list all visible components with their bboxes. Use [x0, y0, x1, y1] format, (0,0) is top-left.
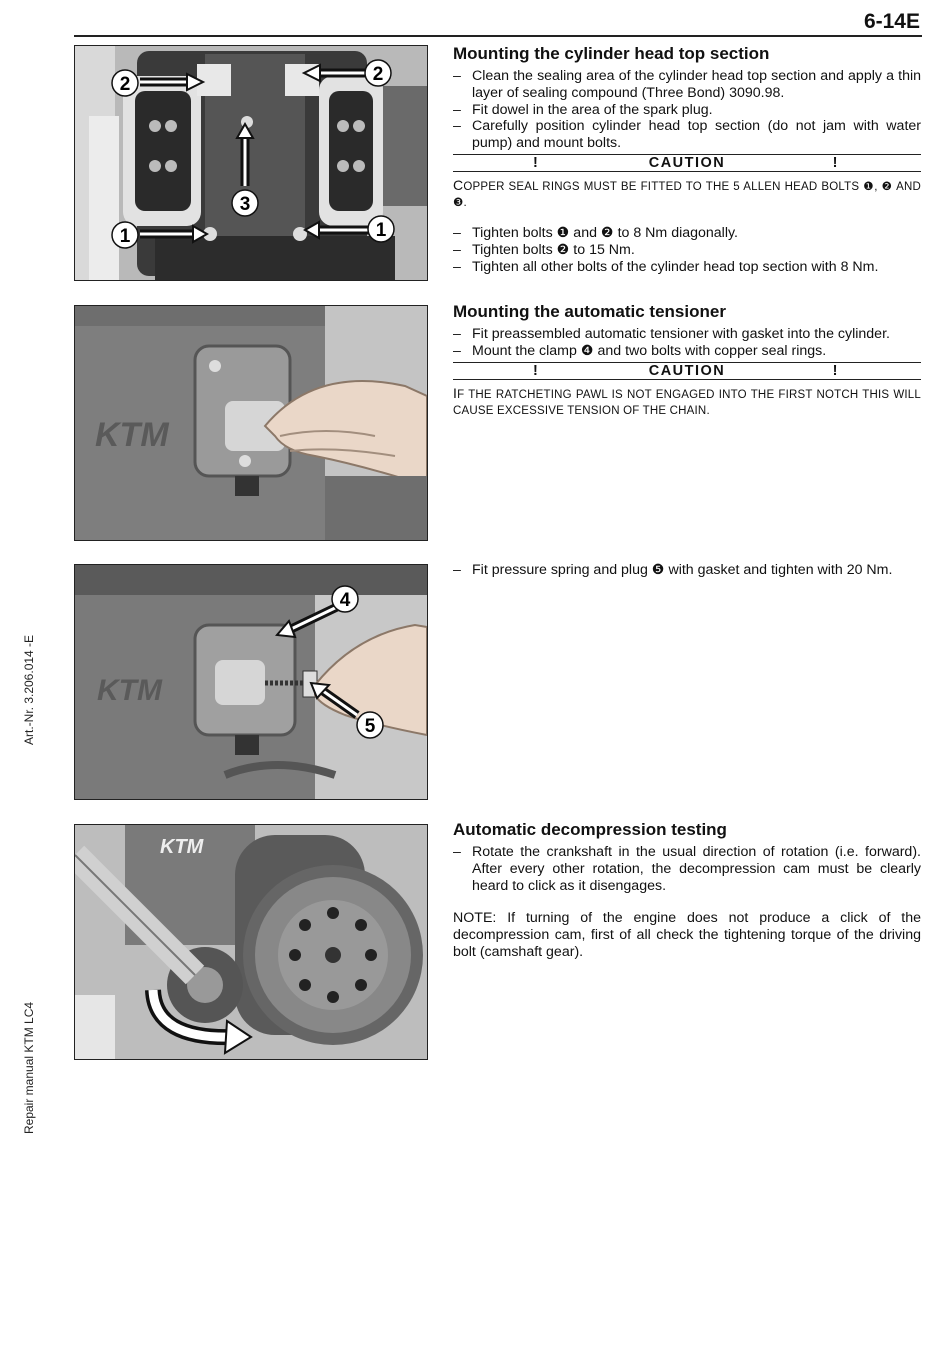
- caution-banner: [453, 362, 921, 380]
- step: – Fit pressure spring and plug ❺ with gasket and tighten with 20 Nm.: [453, 562, 921, 579]
- step: – Rotate the crankshaft in the usual direction of rotation (i.e. forward). After every other rotation, the decompression cam must be clearly heard to click as it disengages.: [453, 844, 921, 894]
- step: – Fit dowel in the area of the spark plug.: [453, 102, 921, 119]
- section-decompression: [453, 820, 921, 961]
- section-spring: [453, 562, 921, 579]
- callout-badge: [112, 70, 138, 96]
- header-rule: [74, 35, 922, 37]
- caution-mark-left: !: [533, 362, 540, 379]
- caution-text: IF THE RATCHETING PAWL IS NOT ENGAGED INTO THE FIRST NOTCH THIS WILL CAUSE EXCESSIVE TENSION OF THE CHAIN.: [453, 384, 921, 417]
- step: – Carefully position cylinder head top section (do not jam with water pump) and mount bolts.: [453, 118, 921, 152]
- callout-2-right: 2: [372, 64, 384, 85]
- article-number: Art.-Nr. 3.206.014 -E: [22, 634, 36, 745]
- callout-4: 4: [339, 590, 351, 611]
- photo-cylinder-head: [74, 45, 428, 281]
- caution-mark-right: !: [832, 154, 839, 171]
- step: – Mount the clamp ❹ and two bolts with copper seal rings.: [453, 343, 921, 360]
- photo-spring-plug: [74, 564, 428, 800]
- section-title: Mounting the cylinder head top section: [453, 44, 770, 63]
- caution-label: CAUTION: [648, 362, 726, 379]
- step: – Tighten all other bolts of the cylinder head top section with 8 Nm.: [453, 259, 921, 276]
- caution-banner: [453, 154, 921, 172]
- ktm-logo: KTM: [160, 836, 204, 858]
- section-title: Mounting the automatic tensioner: [453, 302, 726, 321]
- step: – Tighten bolts ❶ and ❷ to 8 Nm diagonally.: [453, 225, 921, 242]
- step: – Tighten bolts ❷ to 15 Nm.: [453, 242, 921, 259]
- callout-badge: [368, 216, 394, 242]
- ktm-logo: KTM: [97, 674, 162, 707]
- section-title: Automatic decompression testing: [453, 820, 727, 839]
- section-cylinder-head: [453, 44, 921, 275]
- callout-badge: [332, 586, 358, 612]
- callout-5: 5: [364, 716, 376, 737]
- callout-badge: [357, 712, 383, 738]
- caution-label: CAUTION: [648, 154, 726, 171]
- section-tensioner: [453, 302, 921, 419]
- caution-text: COPPER SEAL RINGS MUST BE FITTED TO THE 5 ALLEN HEAD BOLTS ❶, ❷ AND ❸.: [453, 176, 921, 209]
- callout-badge: [112, 222, 138, 248]
- callout-badge: [232, 190, 258, 216]
- callout-1-left: 1: [119, 226, 131, 247]
- photo-decompression: [74, 824, 428, 1060]
- page-number: 6-14E: [863, 10, 920, 33]
- callout-badge: [365, 60, 391, 86]
- callout-1-right: 1: [375, 220, 387, 241]
- caution-mark-right: !: [832, 362, 839, 379]
- note-text: NOTE: If turning of the engine does not produce a click of the decompression cam, first of all check the tightening torque of the driving bolt (camshaft gear).: [453, 910, 921, 960]
- step: – Clean the sealing area of the cylinder head top section and apply a thin layer of sealing compound (Three Bond) 3090.98.: [453, 68, 921, 102]
- photo-tensioner: [74, 305, 428, 541]
- manual-title: Repair manual KTM LC4: [22, 1001, 36, 1134]
- callout-3: 3: [239, 194, 251, 215]
- caution-mark-left: !: [533, 154, 540, 171]
- ktm-logo: KTM: [95, 416, 169, 454]
- callout-2-left: 2: [119, 74, 131, 95]
- step: – Fit preassembled automatic tensioner with gasket into the cylinder.: [453, 326, 921, 343]
